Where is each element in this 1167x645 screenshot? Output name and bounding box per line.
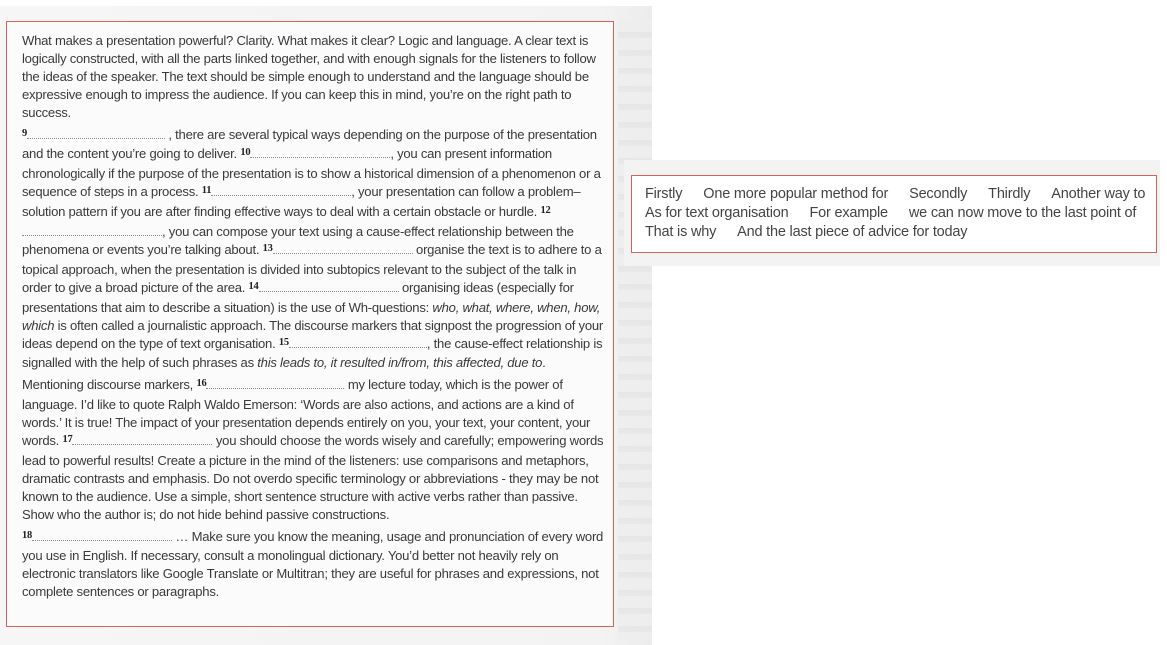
- gap-number-17: 17: [62, 434, 73, 446]
- gap-18-blank[interactable]: [32, 528, 172, 541]
- gap-13-blank[interactable]: [273, 241, 413, 254]
- wh-questions: who, what, where, when, how, which: [22, 299, 601, 333]
- option-secondly[interactable]: Secondly: [909, 186, 968, 202]
- option-another-way[interactable]: Another way to: [1051, 186, 1146, 202]
- gap-10-blank[interactable]: [250, 145, 390, 158]
- gap-number-9: 9: [22, 127, 27, 139]
- option-as-for-text-organisation[interactable]: As for text organisation: [645, 204, 789, 221]
- language-paragraph: Mentioning discourse markers, $^{16}$ my lecture today, which is the power of language. I’d like to quote Ralph Waldo Emerson: ‘Words are also actions, and actions are a kind of words.’ It is true! The impact of your presentation depends entirely on you, your text, your content, your words. $^{17}$ you should choose the words wisely and carefully; empowering words lead to powerful results! Create a picture in the mind of the listeners: use comparisons and metaphors, dramatic contrasts and emphasis. Do not overdo specific terminology or abbreviations - they may be not known to the audience. Use a simple, short sentence structure with active verbs rather than passive. Show who the author is; do not hide behind passive constructions.: [22, 377, 604, 522]
- gap-number-11: 11: [201, 185, 212, 197]
- option-thirdly[interactable]: Thirdly: [988, 186, 1031, 202]
- gap-number-13: 13: [262, 242, 273, 254]
- gap-17-blank[interactable]: [72, 432, 212, 445]
- gap-12-blank[interactable]: [22, 223, 162, 236]
- word-options-list: [645, 185, 1155, 241]
- option-last-point[interactable]: we can now move to the last point of: [908, 204, 1137, 221]
- gap-number-18: 18: [22, 529, 32, 541]
- gap-14-blank[interactable]: [259, 279, 399, 292]
- gap-9-blank[interactable]: [27, 126, 165, 139]
- gap-number-14: 14: [248, 280, 259, 292]
- option-one-more-popular-method[interactable]: One more popular method for: [703, 186, 889, 202]
- gap-number-16: 16: [196, 378, 207, 390]
- option-for-example[interactable]: For example: [809, 204, 888, 221]
- reading-text: [22, 32, 607, 601]
- gap-16-blank[interactable]: [206, 376, 344, 389]
- option-firstly[interactable]: Firstly: [645, 186, 683, 202]
- gap-number-10: 10: [240, 147, 251, 159]
- gap-number-12: 12: [540, 205, 551, 217]
- gap-11-blank[interactable]: [211, 183, 351, 196]
- advice-paragraph: $^{18}$ … Make sure you know the meaning, usage and pronunciation of every word you use in English. If necessary, consult a monolingual dictionary. You’d better not heavily rely on electronic translators like Google Translate or Multitran; they are useful for phrases and expressions, not complete sentences or paragraphs.: [22, 528, 604, 600]
- gap-number-15: 15: [278, 336, 289, 348]
- gap-15-blank[interactable]: [289, 335, 427, 348]
- cause-effect-phrases: this leads to, it resulted in/from, this affected, due to: [257, 355, 543, 371]
- intro-paragraph: What makes a presentation powerful? Clarity. What makes it clear? Logic and language. A clear text is logically constructed, with all the parts linked together, and with enough signals for the listeners to follow the ideas of the speaker. The text should be simple enough to understand and the language should be expressive enough to impress the audience. If you can keep this in mind, you’re on the right path to success.: [22, 33, 596, 120]
- option-that-is-why[interactable]: That is why: [645, 223, 717, 240]
- word-options-box: [631, 175, 1157, 253]
- option-last-piece-of-advice[interactable]: And the last piece of advice for today: [737, 223, 968, 240]
- adjacent-page-bleed: [618, 20, 652, 640]
- reading-text-panel: [6, 21, 614, 627]
- organisation-paragraph: $^9$ , there are several typical ways depending on the purpose of the presentation and the content you’re going to deliver. $^{10}$ , you can present information chronologically if the purpose of the presentation is to show a historical dimension of a phenomenon or a sequence of steps in a process. $^{11}$ , your presentation can follow a problem–solution pattern if you are after finding effective ways to deal with a certain obstacle or hurdle. $^{12}$, you can compose your text using a cause-effect relationship between the phenomena or events you’re talking about. $^{13}$ organise the text is to adhere to a topical approach, when the presentation is divided into subtopics relevant to the subject of the talk in order to give a broad picture of the area. $^{14}$ organising ideas (especially for presentations that aim to describe a situation) is the use of Wh-questions: who, what, where, when, how, which is often called a journalistic approach. The discourse markers that signpost the progression of your ideas depend on the type of text organisation. $^{15}$ , the cause-effect relationship is signalled with the help of such phrases as this leads to, it resulted in/from, this affected, due to.: [22, 126, 603, 371]
